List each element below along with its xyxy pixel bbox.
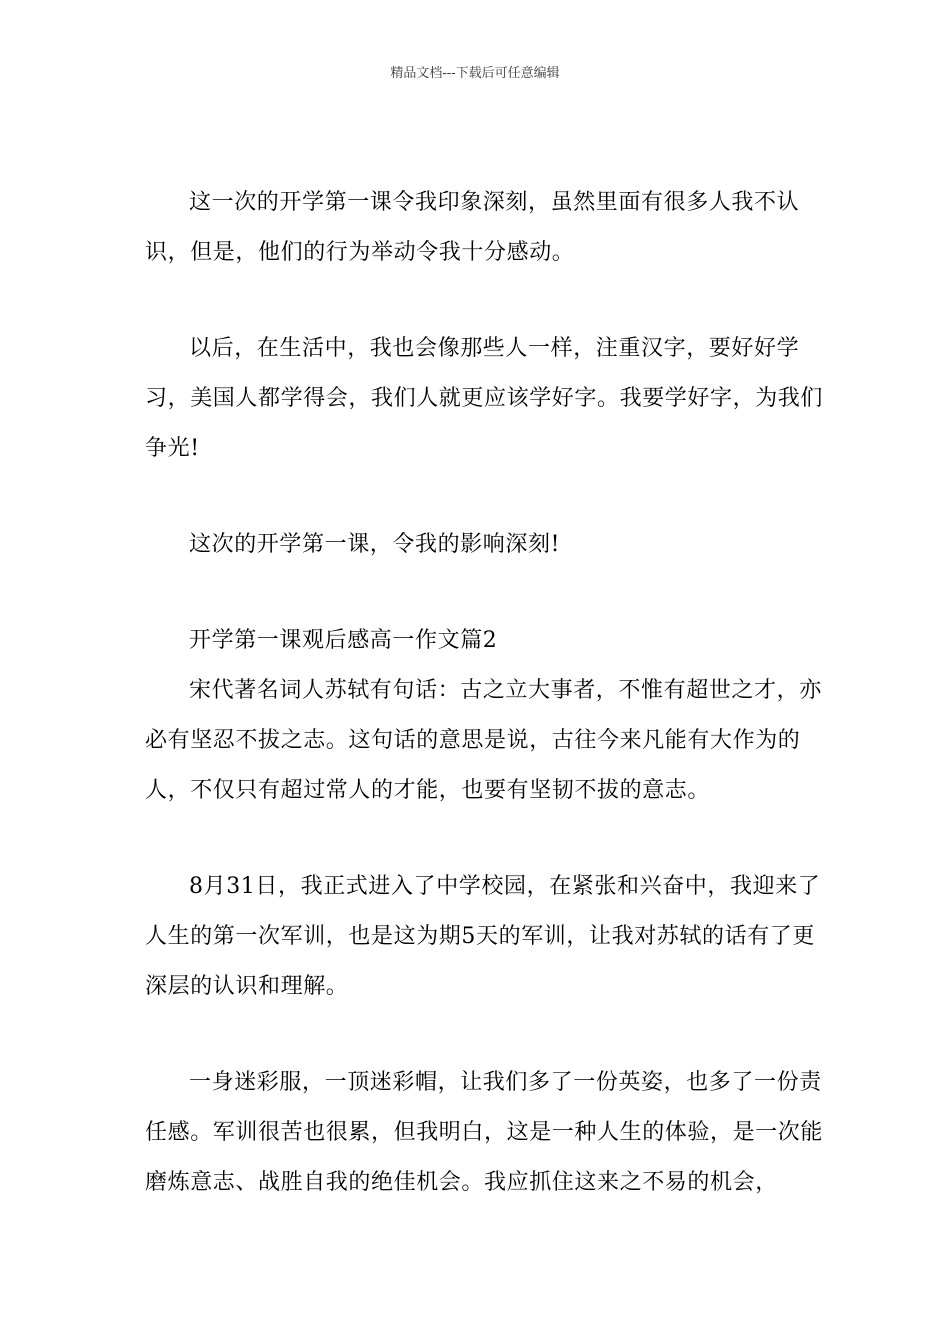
page-header: 精品文档---下载后可任意编辑 xyxy=(390,66,560,81)
paragraph-6: 一身迷彩服，一顶迷彩帽，让我们多了一份英姿，也多了一份责任感。军训很苦也很累，但我明白，这是一种人生的体验，是一次能磨炼意志、战胜自我的绝佳机会。我应抓住这来之不易的机会， xyxy=(145,1070,824,1195)
paragraph-4: 宋代著名词人苏轼有句话：古之立大事者，不惟有超世之才，亦必有坚忍不拔之志。这句话的意思是说，古往今来凡能有大作为的人，不仅只有超过常人的才能，也要有坚韧不拔的意志。 xyxy=(145,678,822,803)
section-title: 开学第一课观后感高一作文篇2 xyxy=(189,628,498,653)
paragraph-5: 8月31日，我正式进入了中学校园，在紧张和兴奋中，我迎来了人生的第一次军训，也是这为期5天的军训，让我对苏轼的话有了更深层的认识和理解。 xyxy=(145,874,821,999)
paragraph-2: 以后，在生活中，我也会像那些人一样，注重汉字，要好好学习，美国人都学得会，我们人就更应该学好字。我要学好字，为我们争光! xyxy=(145,336,824,461)
paragraph-3: 这次的开学第一课，令我的影响深刻! xyxy=(189,532,561,557)
paragraph-1: 这一次的开学第一课令我印象深刻，虽然里面有很多人我不认识，但是，他们的行为举动令我十分感动。 xyxy=(145,190,800,265)
document-body xyxy=(145,178,825,1208)
